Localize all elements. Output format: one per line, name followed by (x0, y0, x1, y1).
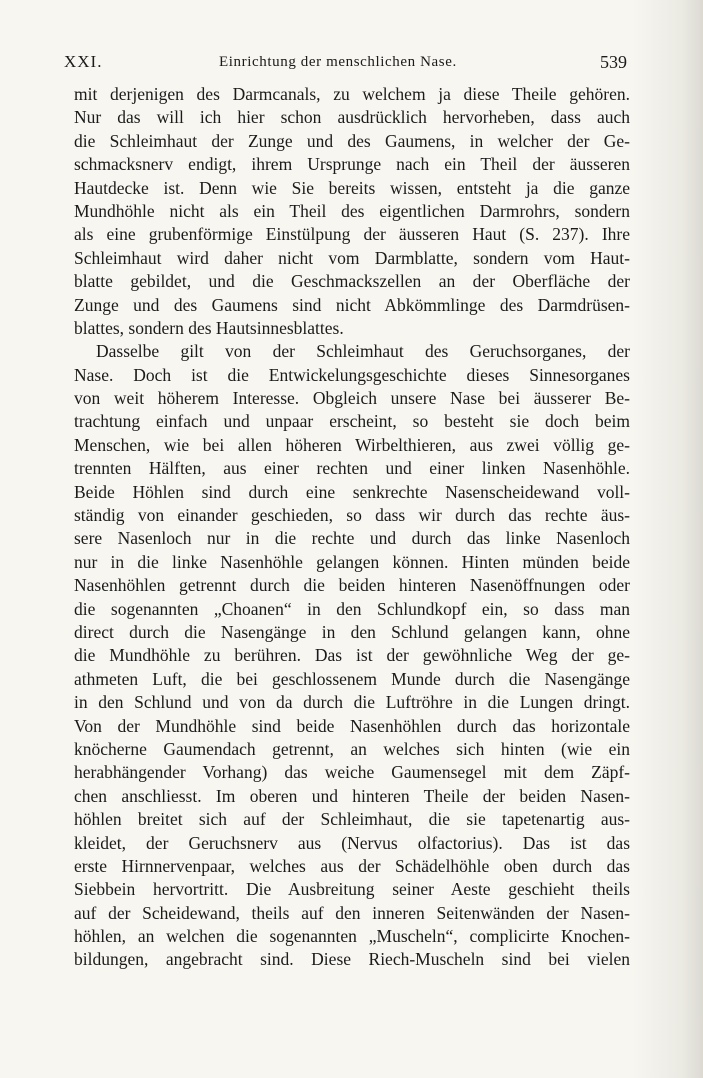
text-line: auf der Scheidewand, theils auf den inneren Seitenwänden der Nasen- (74, 902, 630, 923)
text-line: die sogenannten „Choanen“ in den Schlundkopf ein, so dass man (74, 598, 630, 619)
page-edge-shadow (633, 0, 703, 1078)
text-line: erste Hirnnervenpaar, welches aus der Schädelhöhle oben durch das (74, 855, 630, 876)
text-line: nur in die linke Nasenhöhle gelangen können. Hinten münden beide (74, 551, 630, 572)
text-line: blattes, sondern des Hautsinnesblattes. (74, 317, 344, 338)
text-line: ständig von einander geschieden, so dass wir durch das rechte äus- (74, 505, 630, 526)
text-line: Beide Höhlen sind durch eine senkrechte Nasenscheidewand voll- (74, 481, 630, 502)
text-line: Nur das will ich hier schon ausdrücklich hervorheben, dass auch (74, 107, 630, 128)
text-line: Hautdecke ist. Denn wie Sie bereits wissen, entsteht ja die ganze (74, 177, 630, 198)
text-line: die Schleimhaut der Zunge und des Gaumens, in welcher der Ge- (74, 130, 630, 151)
page-number: 539 (600, 52, 627, 72)
text-line: kleidet, der Geruchsnerv aus (Nervus olfactorius). Das ist das (74, 832, 630, 853)
text-line: bildungen, angebracht sind. Diese Riech-Muscheln sind bei vielen (74, 949, 630, 970)
text-line: herabhängender Vorhang) das weiche Gaumensegel mit dem Zäpf- (74, 762, 630, 783)
text-line: höhlen breitet sich auf der Schleimhaut, die sie tapetenartig aus- (74, 809, 630, 830)
text-line: Zunge und des Gaumens sind nicht Abkömmlinge des Darmdrüsen- (74, 294, 630, 315)
text-line: chen anschliesst. Im oberen und hinteren Theile der beiden Nasen- (74, 785, 630, 806)
text-line: Siebbein hervortritt. Die Ausbreitung seiner Aeste geschieht theils (74, 879, 630, 900)
text-line: schmacksnerv endigt, ihrem Ursprunge nach ein Theil der äusseren (74, 154, 630, 175)
text-line: Nasenhöhlen getrennt durch die beiden hinteren Nasenöffnungen oder (74, 575, 630, 596)
body-text (74, 83, 630, 972)
text-line: von weit höherem Interesse. Obgleich unsere Nase bei äusserer Be- (74, 388, 630, 409)
text-line: mit derjenigen des Darmcanals, zu welchem ja diese Theile gehören. (74, 84, 630, 104)
text-line: knöcherne Gaumendach getrennt, an welches sich hinten (wie ein (74, 738, 630, 759)
text-line: in den Schlund und von da durch die Luftröhre in die Lungen dringt. (74, 692, 630, 713)
text-line: Dasselbe gilt von der Schleimhaut des Geruchsorganes, der (96, 341, 630, 362)
text-line: trennten Hälften, aus einer rechten und einer linken Nasenhöhle. (74, 458, 630, 479)
text-line: Nase. Doch ist die Entwickelungsgeschichte dieses Sinnesorganes (74, 364, 630, 385)
text-line: Schleimhaut wird daher nicht vom Darmblatte, sondern vom Haut- (74, 247, 630, 268)
text-line: Von der Mundhöhle sind beide Nasenhöhlen durch das horizontale (74, 715, 630, 736)
text-line: Mundhöhle nicht als ein Theil des eigentlichen Darmrohrs, sondern (74, 200, 630, 221)
text-line: blatte gebildet, und die Geschmackszellen an der Oberfläche der (74, 271, 630, 292)
running-header (64, 52, 627, 78)
text-line: sere Nasenloch nur in die rechte und durch das linke Nasenloch (74, 528, 630, 549)
text-line: trachtung einfach und unpaar erscheint, so besteht sie doch beim (74, 411, 630, 432)
text-line: direct durch die Nasengänge in den Schlund gelangen kann, ohne (74, 621, 630, 642)
text-line: höhlen, an welchen die sogenannten „Muscheln“, complicirte Knochen- (74, 926, 630, 947)
chapter-number: XXI. (64, 52, 103, 71)
text-line: die Mundhöhle zu berühren. Das ist der gewöhnliche Weg der ge- (74, 645, 630, 666)
text-line: als eine grubenförmige Einstülpung der äusseren Haut (S. 237). Ihre (74, 224, 630, 245)
running-title: Einrichtung der menschlichen Nase. (219, 54, 457, 70)
text-line: Menschen, wie bei allen höheren Wirbelthieren, aus zwei völlig ge- (74, 434, 630, 455)
text-line: athmeten Luft, die bei geschlossenem Munde durch die Nasengänge (74, 668, 630, 689)
